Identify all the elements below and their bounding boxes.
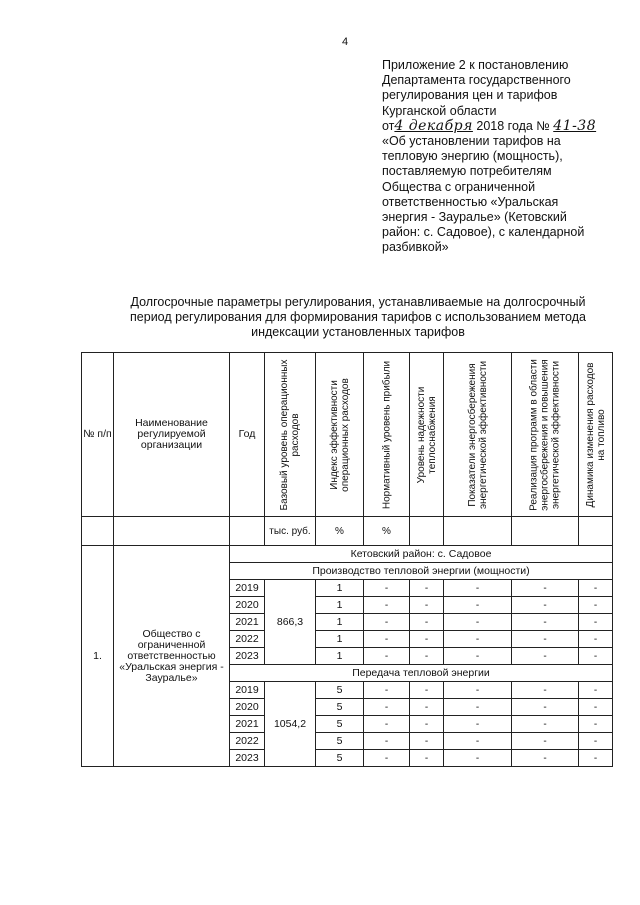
dash-cell: - — [512, 733, 579, 750]
dash-cell: - — [579, 733, 613, 750]
dash-cell: - — [410, 631, 444, 648]
year-cell: 2020 — [230, 699, 265, 716]
dash-cell: - — [512, 648, 579, 665]
header-row — [82, 353, 613, 517]
district-label: Кетовский район: с. Садовое — [230, 546, 613, 563]
dash-cell: - — [579, 580, 613, 597]
appendix-line: поставляемую потребителям — [382, 164, 552, 179]
dash-cell: - — [410, 733, 444, 750]
efficiency-cell: 1 — [316, 614, 364, 631]
appendix-line: район: с. Садовое), с календарной — [382, 225, 585, 240]
efficiency-cell: 1 — [316, 631, 364, 648]
header-profit: Нормативный уровень прибыли — [364, 353, 410, 517]
year-cell: 2019 — [230, 682, 265, 699]
efficiency-cell: 1 — [316, 597, 364, 614]
header-org: Наименование регулируемой организации — [114, 353, 230, 517]
header-efficiency: Индекс эффективности операционных расходов — [316, 353, 364, 517]
year-cell: 2019 — [230, 580, 265, 597]
appendix-line: Департамента государственного — [382, 73, 571, 88]
dash-cell: - — [410, 597, 444, 614]
header-base: Базовый уровень операционных расходов — [265, 353, 316, 517]
dash-cell: - — [579, 597, 613, 614]
dash-cell: - — [364, 648, 410, 665]
dash-cell: - — [410, 614, 444, 631]
header-reliability: Уровень надежности теплоснабжения — [410, 353, 444, 517]
dash-cell: - — [364, 597, 410, 614]
parameters-table — [81, 352, 613, 767]
dash-cell: - — [410, 580, 444, 597]
dash-cell: - — [512, 716, 579, 733]
dash-cell: - — [444, 631, 512, 648]
dash-cell: - — [364, 682, 410, 699]
dash-cell: - — [444, 682, 512, 699]
dash-cell: - — [410, 699, 444, 716]
title-line: период регулирования для формирования тарифов с использованием метода — [130, 310, 586, 324]
unit-efficiency: % — [316, 517, 364, 546]
header-fuel: Динамика изменения расходов на топливо — [579, 353, 613, 517]
dash-cell: - — [579, 631, 613, 648]
appendix-line: Приложение 2 к постановлению — [382, 58, 569, 72]
appendix-date-line — [382, 119, 622, 134]
efficiency-cell: 5 — [316, 682, 364, 699]
appendix-line: разбивкой» — [382, 240, 449, 255]
handwritten-date: 4 декабря — [394, 117, 473, 134]
year-cell: 2021 — [230, 614, 265, 631]
appendix-line: «Об установлении тарифов на — [382, 134, 561, 149]
dash-cell: - — [512, 580, 579, 597]
base-level-cell: 866,3 — [265, 580, 316, 665]
efficiency-cell: 5 — [316, 733, 364, 750]
page-number: 4 — [341, 36, 349, 48]
organization-name: Общество с ограниченной ответственностью «Уральская энергия - Зауралье» — [114, 546, 230, 767]
year-cell: 2022 — [230, 733, 265, 750]
district-row — [82, 546, 613, 563]
unit-base: тыс. руб. — [265, 517, 316, 546]
dash-cell: - — [410, 750, 444, 767]
dash-cell: - — [410, 648, 444, 665]
appendix-line: ответственностью «Уральская — [382, 194, 559, 209]
dash-cell: - — [364, 733, 410, 750]
dash-cell: - — [364, 716, 410, 733]
dash-cell: - — [444, 716, 512, 733]
dash-cell: - — [364, 699, 410, 716]
dash-cell: - — [444, 648, 512, 665]
dash-cell: - — [579, 699, 613, 716]
dash-cell: - — [512, 597, 579, 614]
dash-cell: - — [579, 614, 613, 631]
dash-cell: - — [444, 597, 512, 614]
year-cell: 2023 — [230, 750, 265, 767]
efficiency-cell: 5 — [316, 699, 364, 716]
efficiency-cell: 1 — [316, 580, 364, 597]
dash-cell: - — [512, 682, 579, 699]
date-prefix: от — [382, 118, 395, 133]
efficiency-cell: 1 — [316, 648, 364, 665]
efficiency-cell: 5 — [316, 750, 364, 767]
year-cell: 2023 — [230, 648, 265, 665]
dash-cell: - — [444, 614, 512, 631]
year-cell: 2021 — [230, 716, 265, 733]
section-title: Передача тепловой энергии — [230, 665, 613, 682]
appendix-line: тепловую энергию (мощность), — [382, 149, 563, 164]
header-programs: Реализация программ в области энергосбережения и повышения энергетической эффективности — [512, 353, 579, 517]
dash-cell: - — [579, 716, 613, 733]
dash-cell: - — [444, 750, 512, 767]
dash-cell: - — [512, 750, 579, 767]
year-cell: 2020 — [230, 597, 265, 614]
appendix-line: Общества с ограниченной — [382, 179, 536, 194]
appendix-heading — [382, 58, 622, 256]
efficiency-cell: 5 — [316, 716, 364, 733]
dash-cell: - — [364, 750, 410, 767]
handwritten-number: 41-38 — [553, 117, 597, 134]
dash-cell: - — [444, 580, 512, 597]
units-row — [82, 517, 613, 546]
dash-cell: - — [410, 716, 444, 733]
dash-cell: - — [579, 750, 613, 767]
appendix-line: Курганской области — [382, 103, 497, 118]
dash-cell: - — [512, 614, 579, 631]
dash-cell: - — [364, 631, 410, 648]
dash-cell: - — [364, 580, 410, 597]
title-line: индексации установленных тарифов — [251, 325, 465, 339]
header-year: Год — [230, 353, 265, 517]
dash-cell: - — [444, 733, 512, 750]
unit-profit: % — [364, 517, 410, 546]
header-energy-indicators: Показатели энергосбережения энергетической эффективности — [444, 353, 512, 517]
year-cell: 2022 — [230, 631, 265, 648]
document-title — [88, 295, 628, 340]
section-title: Производство тепловой энергии (мощности) — [230, 563, 613, 580]
dash-cell: - — [579, 648, 613, 665]
appendix-line: регулирования цен и тарифов — [382, 88, 558, 103]
title-line: Долгосрочные параметры регулирования, устанавливаемые на долгосрочный — [130, 295, 586, 309]
dash-cell: - — [512, 631, 579, 648]
header-num: № п/п — [82, 353, 114, 517]
date-middle: 2018 года № — [476, 118, 550, 133]
dash-cell: - — [579, 682, 613, 699]
dash-cell: - — [364, 614, 410, 631]
dash-cell: - — [444, 699, 512, 716]
dash-cell: - — [410, 682, 444, 699]
base-level-cell: 1054,2 — [265, 682, 316, 767]
row-number: 1. — [82, 546, 114, 767]
appendix-line: энергия - Зауралье» (Кетовский — [382, 210, 567, 225]
dash-cell: - — [512, 699, 579, 716]
